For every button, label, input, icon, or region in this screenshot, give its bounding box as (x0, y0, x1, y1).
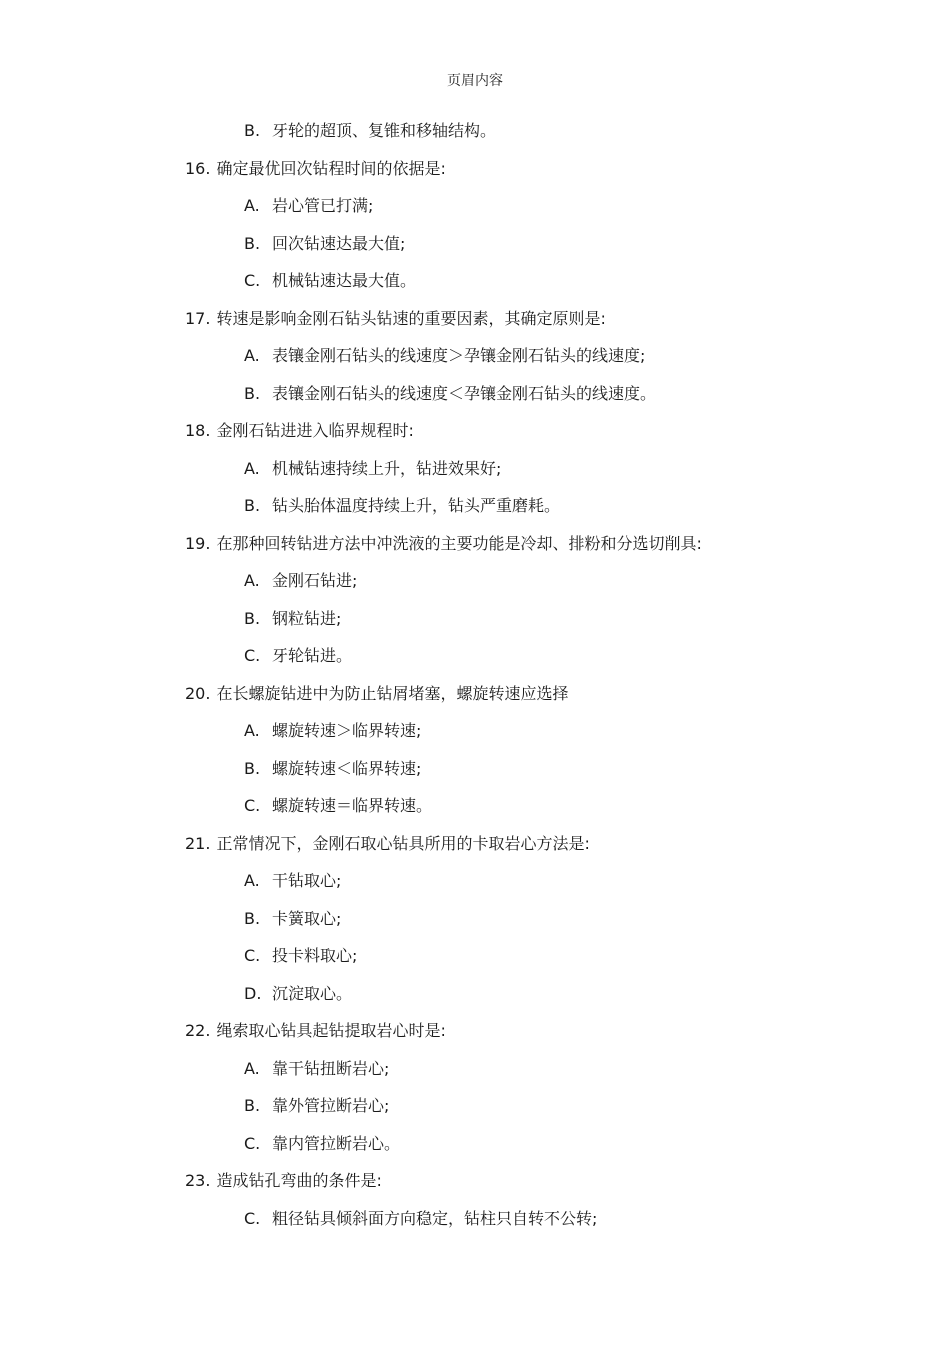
option-line (0, 1206, 950, 1244)
question-number: 21. (185, 833, 211, 853)
question-line (0, 1168, 950, 1206)
question-number: 22. (185, 1021, 211, 1040)
option-line (0, 606, 950, 644)
option-line (0, 268, 950, 306)
option-text: 机械钻速持续上升，钻进效果好; (272, 458, 502, 478)
option-text: 靠内管拉断岩心。 (272, 1133, 401, 1153)
option-text: 卡簧取心; (272, 908, 342, 928)
question-line (0, 531, 950, 569)
option-letter: A. (244, 1058, 260, 1078)
question-number: 18. (185, 421, 211, 440)
question-text: 绳索取心钻具起钻提取岩心时是: (216, 1021, 446, 1040)
option-line (0, 381, 950, 419)
option-text: 表镶金刚石钻头的线速度＜孕镶金刚石钻头的线速度。 (272, 383, 657, 403)
option-text: 螺旋转速＝临界转速。 (272, 796, 433, 815)
option-line (0, 118, 950, 156)
question-line (0, 306, 950, 344)
option-letter: D. (244, 983, 262, 1003)
question-line (0, 831, 950, 869)
page-header: 页眉内容 (447, 73, 503, 89)
question-list (0, 118, 950, 1243)
option-text: 干钻取心; (272, 871, 342, 890)
option-line (0, 756, 950, 794)
option-letter: A. (244, 196, 260, 215)
question-line (0, 1018, 950, 1056)
option-text: 粗径钻具倾斜面方向稳定，钻柱只自转不公转; (272, 1208, 598, 1228)
option-line (0, 981, 950, 1019)
option-line (0, 456, 950, 494)
option-line (0, 1056, 950, 1094)
option-letter: B. (244, 1096, 261, 1115)
option-line (0, 718, 950, 756)
option-letter: B. (244, 383, 261, 403)
option-text: 岩心管已打满; (272, 196, 374, 215)
option-letter: B. (244, 608, 261, 628)
question-text: 确定最优回次钻程时间的依据是: (216, 158, 446, 178)
option-letter: B. (244, 233, 261, 253)
option-line (0, 1093, 950, 1131)
option-line (0, 793, 950, 831)
option-letter: C. (244, 271, 261, 290)
option-line (0, 343, 950, 381)
question-text: 正常情况下，金刚石取心钻具所用的卡取岩心方法是: (216, 833, 590, 853)
option-text: 钻头胎体温度持续上升，钻头严重磨耗。 (272, 496, 561, 515)
option-text: 螺旋转速＞临界转速; (272, 721, 422, 740)
option-letter: C. (244, 1208, 261, 1228)
option-letter: A. (244, 458, 260, 478)
question-text: 在长螺旋钻进中为防止钻屑堵塞，螺旋转速应选择 (216, 683, 569, 703)
option-letter: A. (244, 571, 260, 590)
option-letter: B. (244, 908, 261, 928)
option-letter: B. (244, 496, 261, 515)
question-text: 在那种回转钻进方法中冲洗液的主要功能是冷却、排粉和分选切削具: (216, 533, 702, 553)
question-line (0, 681, 950, 719)
question-text: 转速是影响金刚石钻头钻速的重要因素，其确定原则是: (216, 308, 606, 328)
question-number: 17. (185, 308, 211, 328)
option-letter: C. (244, 646, 261, 665)
option-text: 机械钻速达最大值。 (272, 271, 417, 290)
option-line (0, 643, 950, 681)
option-text: 螺旋转速＜临界转速; (272, 758, 422, 778)
option-line (0, 193, 950, 231)
option-letter: C. (244, 946, 261, 965)
question-line (0, 418, 950, 456)
question-number: 23. (185, 1171, 211, 1190)
option-text: 牙轮的超顶、复锥和移轴结构。 (272, 121, 497, 140)
option-letter: A. (244, 721, 260, 740)
option-text: 金刚石钻进; (272, 571, 358, 590)
question-line (0, 156, 950, 194)
option-letter: A. (244, 871, 260, 890)
option-line (0, 943, 950, 981)
question-text: 金刚石钻进进入临界规程时: (216, 421, 414, 440)
option-text: 靠外管拉断岩心; (272, 1096, 390, 1115)
option-line (0, 1131, 950, 1169)
option-line (0, 568, 950, 606)
option-letter: B. (244, 758, 261, 778)
option-letter: C. (244, 1133, 261, 1153)
option-text: 表镶金刚石钻头的线速度＞孕镶金刚石钻头的线速度; (272, 346, 646, 365)
option-text: 钢粒钻进; (272, 608, 342, 628)
option-text: 回次钻速达最大值; (272, 233, 406, 253)
question-text: 造成钻孔弯曲的条件是: (216, 1171, 382, 1190)
option-text: 牙轮钻进。 (272, 646, 353, 665)
question-number: 16. (185, 158, 211, 178)
option-line (0, 906, 950, 944)
question-number: 20. (185, 683, 211, 703)
option-text: 沉淀取心。 (272, 983, 353, 1003)
option-line (0, 493, 950, 531)
option-line (0, 868, 950, 906)
option-line (0, 231, 950, 269)
option-text: 靠干钻扭断岩心; (272, 1058, 390, 1078)
option-letter: B. (244, 121, 261, 140)
option-text: 投卡料取心; (272, 946, 358, 965)
question-number: 19. (185, 533, 211, 553)
option-letter: A. (244, 346, 260, 365)
option-letter: C. (244, 796, 261, 815)
